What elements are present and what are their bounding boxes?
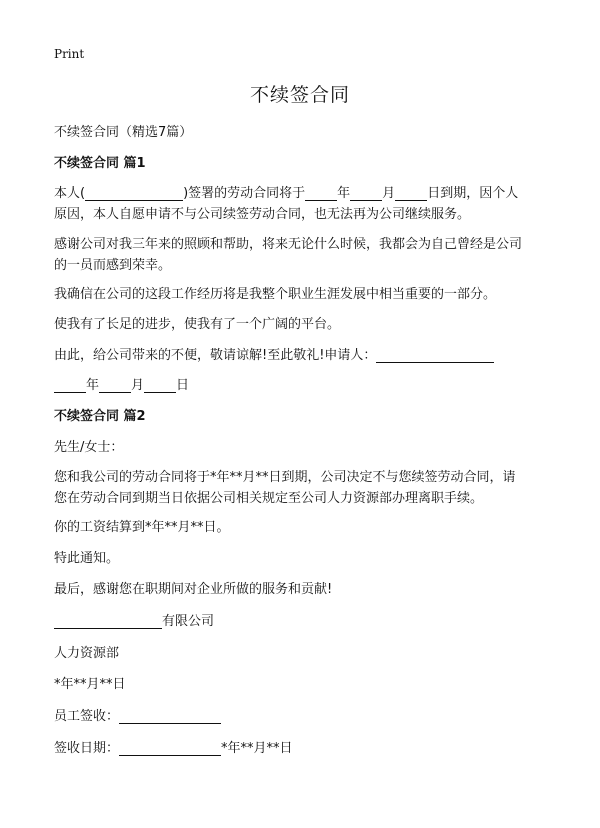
print-label: Print: [54, 47, 85, 61]
text-segment: 签收日期：: [54, 741, 120, 756]
text-segment: 月: [131, 378, 145, 393]
section1-paragraph1-line1: [54, 182, 554, 201]
section2-paragraph3: 特此通知。: [54, 551, 120, 566]
section1-paragraph1-line2: 原因，本人自愿申请不与公司续签劳动合同，也无法再为公司继续服务。: [54, 207, 471, 222]
employee-sign-line: [54, 705, 554, 724]
company-line: [54, 610, 554, 629]
section2-heading: 不续签合同 篇2: [54, 409, 146, 424]
applicant-blank: [376, 349, 494, 363]
section2-paragraph1-line2: 您在劳动合同到期当日依据公司相关规定至公司人力资源部办理离职手续。: [54, 491, 484, 506]
signature-blank: [119, 710, 221, 724]
section1-paragraph2-line2: 的一员而感到荣幸。: [54, 258, 172, 273]
section1-heading: 不续签合同 篇1: [54, 156, 146, 171]
section1-paragraph2-line1: 感谢公司对我三年来的照顾和帮助，将来无论什么时候，我都会为自己曾经是公司: [54, 237, 523, 252]
notice-date: *年**月**日: [54, 677, 126, 692]
section2-salutation: 先生/女士：: [54, 440, 124, 455]
document-title: 不续签合同: [249, 84, 350, 106]
text-segment: 员工签收：: [54, 709, 120, 724]
text-segment: 年: [86, 378, 100, 393]
month-blank: [350, 187, 382, 201]
section1-paragraph3: 我确信在公司的这段工作经历将是我整个职业生涯发展中相当重要的一部分。: [54, 287, 497, 302]
text-segment: 日: [176, 378, 190, 393]
sign-date-line: [54, 737, 554, 756]
day-blank: [144, 379, 176, 393]
section2-paragraph1-line1: 您和我公司的劳动合同将于*年**月**日到期，公司决定不与您续签劳动合同，请: [54, 470, 516, 485]
text-segment: )签署的劳动合同将于: [183, 186, 306, 201]
text-segment: 年: [337, 186, 351, 201]
section2-paragraph4: 最后，感谢您在职期间对企业所做的服务和贡献!: [54, 582, 333, 597]
year-blank: [305, 187, 337, 201]
department-line: 人力资源部: [54, 646, 120, 661]
sign-date-blank: [119, 742, 221, 756]
section2-paragraph2: 你的工资结算到*年**月**日。: [54, 520, 230, 535]
text-segment: 月: [382, 186, 396, 201]
text-segment: 日到期，因个人: [427, 186, 519, 201]
day-blank: [395, 187, 427, 201]
section1-paragraph5: [54, 344, 554, 363]
text-segment: *年**月**日: [221, 741, 293, 756]
section1-paragraph4: 使我有了长足的进步，使我有了一个广阔的平台。: [54, 317, 341, 332]
section1-date-line: [54, 374, 554, 393]
company-blank: [54, 615, 162, 629]
text-segment: 有限公司: [162, 614, 215, 629]
month-blank: [99, 379, 131, 393]
document-subtitle: 不续签合同（精选7篇）: [54, 125, 193, 140]
year-blank: [54, 379, 86, 393]
name-blank: [85, 187, 183, 201]
text-segment: 由此，给公司带来的不便，敬请谅解!至此敬礼!申请人：: [54, 348, 377, 363]
text-segment: 本人(: [54, 186, 86, 201]
